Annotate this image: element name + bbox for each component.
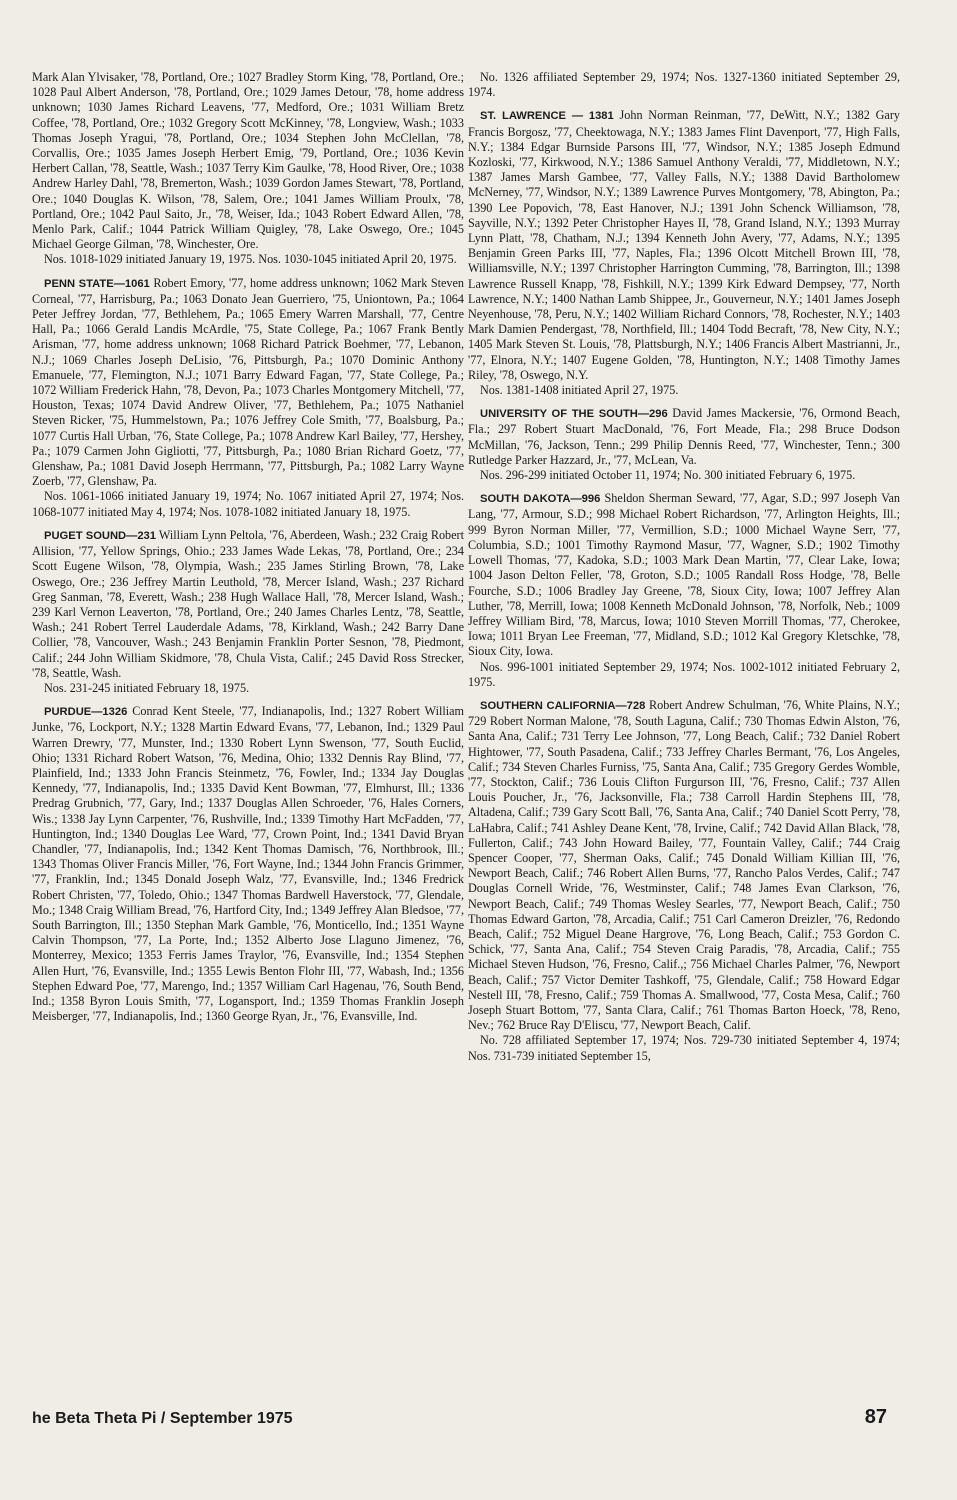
puget-sound-entries: William Lynn Peltola, '76, Aberdeen, Wash.; 232 Craig Robert Allision, '77, Yellow Springs, Ohio.; 233 James Wade Lekas, '78, Portland, Ore.; 234 Scott Eugene Wilson, '78, Olympia, Wash.; 235 James Stirling Brown, '78, Lake Oswego, Ore.; 236 Jeffrey Martin Leuthold, '78, Mercer Island, Wash.; 237 Richard Greg Sanman, '78, Everett, Wash.; 238 Hugh Wallace Hall, '78, Mercer Island, Wash.; 239 Karl Vernon Leaverton, '78, Portland, Ore.; 240 James Charles Lentz, '78, Seattle, Wash.; 241 Robert Terrel Lauderdale Adams, '78, Kirkland, Wash.; 242 Barry Dane Collier, '78, Vancouver, Wash.; 243 Benjamin Franklin Porter Sesnon, '78, Piedmont, Calif.; 244 John William Skidmore, '78, Chula Vista, Calif.; 245 David Ross Strecker, '78, Seattle, Wash. (32, 527, 464, 680)
st-lawrence-heading: ST. LAWRENCE — 1381 (480, 110, 614, 123)
penn-state-section (32, 276, 464, 490)
sewanee-heading: UNIVERSITY OF THE SOUTH—296 (480, 408, 668, 421)
south-dakota-section (468, 491, 900, 659)
puget-sound-section (32, 528, 464, 681)
southern-california-section (468, 698, 900, 1033)
southern-california-initiation-notes: No. 728 affiliated September 17, 1974; Nos. 729-730 initiated September 4, 1974; Nos. 731-739 initiated September 15, (468, 1033, 900, 1063)
st-lawrence-section (468, 108, 900, 383)
purdue-initiation-notes: No. 1326 affiliated September 29, 1974; Nos. 1327-1360 initiated September 29, 1974. (468, 70, 900, 100)
penn-state-heading: PENN STATE—1061 (44, 277, 150, 290)
st-lawrence-initiation-notes: Nos. 1381-1408 initiated April 27, 1975. (480, 383, 679, 398)
purdue-section (32, 704, 464, 1024)
left-column (32, 70, 464, 1024)
puget-sound-initiation-notes: Nos. 231-245 initiated February 18, 1975. (44, 680, 250, 695)
purdue-entries: Conrad Kent Steele, '77, Indianapolis, Ind.; 1327 Robert William Junke, '76, Lockport, N.Y.; 1328 Martin Edward Evans, '77, Lebanon, Ind.; 1329 Paul Warren Drewry, '77, Munster, Ind.; 1330 Robert Lynn Swenson, '77, South Euclid, Ohio; 1331 Richard Robert Watson, '76, Medina, Ohio; 1332 Dennis Ray Blind, '77, Plainfield, Ind.; 1333 John Francis Steinmetz, '76, Fowler, Ind.; 1334 Jay Douglas Kennedy, '77, Indianapolis, Ind.; 1335 David Kent Bowman, '77, Elmhurst, Ill.; 1336 Predrag Grubnich, '77, Gary, Ind.; 1337 Douglas Allen Schroeder, '76, Hales Corners, Wis.; 1338 Jay Lynn Carpenter, '76, Rushville, Ind.; 1339 Timothy Hart McFadden, '77, Huntington, Ind.; 1340 Douglas Lee Ward, '77, Crown Point, Ind.; 1341 David Bryan Chandler, '77, Indianapolis, Ind.; 1342 Kent Thomas Damisch, '76, Northbrook, Ill.; 1343 Thomas Oliver Francis Miller, '76, Fort Wayne, Ind.; 1344 John Francis Grimmer, '77, Franklin, Ind.; 1345 Donald Joseph Walz, '77, Evansville, Ind.; 1346 Fredrick Robert Christen, '77, Toledo, Ohio.; 1347 Thomas Bardwell Haverstock, '77, Glendale, Mo.; 1348 Craig William Bread, '76, Hartford City, Ind.; 1349 Jeffrey Alan Bledsoe, '77, South Barrington, Ill.; 1350 Stephan Mark Gamble, '76, Monticello, Ind.; 1351 Wayne Calvin Thompson, '77, La Porte, Ind.; 1352 Alberto Jose Llaguno Jimenez, '76, Monterrey, Mexico; 1353 Ferris James Traylor, '76, Evansville, Ind.; 1354 Stephen Allen Hurt, '76, Evansville, Ind.; 1355 Lewis Benton Flohr III, '77, Wabash, Ind.; 1356 Stephen Edward Poe, '77, Marengo, Ind.; 1357 William Carl Hagenau, '76, South Bend, Ind.; 1358 Byron Louis Smith, '77, Logansport, Ind.; 1359 Thomas Franklin Joseph Meisberger, '77, Indianapolis, Ind.; 1360 George Ryan, Jr., '76, Evansville, Ind. (32, 704, 464, 1024)
page-number: 87 (864, 1406, 887, 1428)
purdue-heading: PURDUE—1326 (44, 706, 128, 719)
south-dakota-heading: SOUTH DAKOTA—996 (480, 493, 601, 506)
sewanee-entries: David James Mackersie, '76, Ormond Beach, Fla.; 297 Robert Stuart MacDonald, '76, Fort Meade, Fla.; 298 Bruce Dodson McMillan, '76, Jackson, Tenn.; 299 Philip Dennis Reed, '77, Winchester, Tenn.; 300 Rutledge Parker Hazzard, Jr., '77, McLean, Va. (468, 406, 900, 467)
puget-sound-heading: PUGET SOUND—231 (44, 529, 156, 542)
right-column (468, 70, 900, 1066)
oregon-entries: Mark Alan Ylvisaker, '78, Portland, Ore.; 1027 Bradley Storm King, '78, Portland, Ore.; 1028 Paul Albert Anderson, '78, Portland, Ore.; 1029 James Detour, '78, home address unknown; 1030 James Richard Leavens, '77, Medford, Ore.; 1031 William Bretz Coffee, '78, Portland, Ore.; 1032 Gregory Scott McKinney, '78, Longview, Wash.; 1033 Thomas Joseph Yragui, '78, Portland, Ore.; 1034 Stephen John McClellan, '78, Corvallis, Ore.; 1035 James Joseph Herbert Emig, '79, Portland, Ore.; 1036 Kevin Herbert Callan, '78, Seattle, Wash.; 1037 Terry Kim Gaulke, '78, Hood River, Ore.; 1038 Andrew Harley Dahl, '78, Bremerton, Wash.; 1039 Gordon James Stewart, '78, Portland, Ore.; 1040 Douglas K. Wilson, '78, Salem, Ore.; 1041 James William Proulx, '78, Portland, Ore.; 1042 Paul Saito, Jr., '78, Weiser, Ida.; 1043 Robert Edward Allen, '78, Menlo Park, Calif.; 1044 Patrick William Quigley, '78, Lake Oswego, Ore.; 1045 Michael George Gilman, '78, Winchester, Ore. (32, 70, 464, 252)
st-lawrence-entries: John Norman Reinman, '77, DeWitt, N.Y.; 1382 Gary Francis Borgosz, '77, Cheektowaga, N.Y.; 1383 James Flint Davenport, '77, High Falls, N.Y.; 1384 Edgar Burnside Parsons III, '77, Windsor, N.Y.; 1385 Joseph Edmund Kozloski, '77, Kirkwood, N.Y.; 1386 Samuel Anthony Veraldi, '77, Middletown, N.Y.; 1387 James Marsh Gambee, '77, Valley Falls, N.Y.; 1388 David Bartholomew McNerney, '77, Windsor, N.Y.; 1389 Lawrence Purves Montgomery, '78, Abington, Pa.; 1390 Lee Popovich, '78, East Hanover, N.J.; 1391 John Schenck Williamson, '78, Sayville, N.Y.; 1392 Peter Christopher Hayes II, '78, Grand Island, N.Y.; 1393 Murray Lynn Platt, '78, Chatham, N.J.; 1394 Kenneth John Avery, '77, Adams, N.Y.; 1395 Benjamin Green Parks III, '77, Naples, Fla.; 1396 Olcott Mitchell Brown III, '78, Williamsville, N.Y.; 1397 Christopher Harrington Cumming, '78, Barrington, Ill.; 1398 Lawrence Russell Knapp, '78, Fishkill, N.Y.; 1399 Kirk Edward Dempsey, '77, North Lawrence, N.Y.; 1400 Nathan Lamb Shippee, Jr., Gouverneur, N.Y.; 1401 James Joseph Neyenhouse, '78, Peru, N.Y.; 1402 William Richard Connors, '78, Rochester, N.Y.; 1403 Mark Damien Pendergast, '78, Northfield, Ill.; 1404 Todd Becraft, '78, New City, N.Y.; 1405 Mark Steven St. Louis, '78, Plattsburgh, N.Y.; 1406 Francis Albert Mastrianni, Jr., '77, Elnora, N.Y.; 1407 Eugene Golden, '78, Huntington, N.Y.; 1408 Timothy James Riley, '78, Oswego, N.Y. (468, 108, 900, 382)
sewanee-section (468, 406, 900, 468)
penn-state-initiation-notes: Nos. 1061-1066 initiated January 19, 1974; No. 1067 initiated April 27, 1974; Nos. 1068-1077 initiated May 4, 1974; Nos. 1078-1082 initiated January 18, 1975. (32, 489, 464, 519)
south-dakota-initiation-notes: Nos. 996-1001 initiated September 29, 1974; Nos. 1002-1012 initiated February 2, 1975. (468, 659, 900, 689)
page-footer (0, 1402, 957, 1442)
southern-california-heading: SOUTHERN CALIFORNIA—728 (480, 699, 646, 712)
journal-title: he Beta Theta Pi / September 1975 (32, 1410, 293, 1427)
south-dakota-entries: Sheldon Sherman Seward, '77, Agar, S.D.; 997 Joseph Van Lang, '77, Armour, S.D.; 998 Michael Robert Richardson, '77, Arlington Heights, Ill.; 999 Byron Norman Miller, '77, Vermillion, S.D.; 1000 Michael Wayne Serr, '77, Columbia, S.D.; 1001 Timothy Raymond Masur, '77, Wagner, S.D.; 1902 Timothy Lowell Thomas, '77, Kadoka, S.D.; 1003 Mark Dean Martin, '77, Clear Lake, Iowa; 1004 Jason Delton Feller, '78, Groton, S.D.; 1005 Randall Ross Hodge, '78, Belle Fourche, S.D.; 1006 Bradley Jay Greene, '78, Sioux City, Iowa; 1007 Jeffrey Alan Luther, '78, Merrill, Iowa; 1008 Kenneth McDonald Johnson, '78, Norfolk, Neb.; 1009 Jeffrey William Bird, '78, Marcus, Iowa; 1010 Steven Morrill Thomas, '77, Cherokee, Iowa; 1011 Bryan Lee Freeman, '77, Midland, S.D.; 1012 Kal Gregory Kletschke, '78, Sioux City, Iowa. (468, 491, 901, 659)
penn-state-entries: Robert Emory, '77, home address unknown; 1062 Mark Steven Corneal, '77, Harrisburg, Pa.; 1063 Donato Jean Guerriero, '75, Uniontown, Pa.; 1064 Peter Jeffrey Jordan, '77, Bethlehem, Pa.; 1065 Emery Warren Marshall, '77, Centre Hall, Pa.; 1066 Gerald Landis McArdle, '75, State College, Pa.; 1067 Frank Bently Arisman, '77, home address unknown; 1068 Richard Patrick Boehmer, '77, Lebanon, N.J.; 1069 Charles Joseph DeLisio, '76, Pittsburgh, Pa.; 1070 Dominic Anthony Emanuele, '77, Flemington, N.J.; 1071 Barry Edward Fagan, '77, State College, Pa.; 1072 William Frederick Hahn, '78, Devon, Pa.; 1073 Charles Montgomery Mitchell, '77, Houston, Texas; 1074 David Andrew Oliver, '77, Bethlehem, Pa.; 1075 Nathaniel Steven Ricker, '75, Hummelstown, Pa.; 1076 Jeffrey Cole Smith, '77, Boalsburg, Pa.; 1077 Curtis Hall Urban, '76, State College, Pa.; 1078 Andrew Karl Bailey, '77, Hershey, Pa.; 1079 Carmen John Gigliotti, '77, Pittsburgh, Pa.; 1080 Brian Richard Goetz, '77, Glenshaw, Pa.; 1081 David Joseph Herrmann, '77, Pittsburgh, Pa.; 1082 Larry Wayne Zoerb, '77, Glenshaw, Pa. (32, 275, 465, 489)
oregon-initiation-notes: Nos. 1018-1029 initiated January 19, 1975. Nos. 1030-1045 initiated April 20, 1975. (44, 252, 457, 267)
sewanee-initiation-notes: Nos. 296-299 initiated October 11, 1974; No. 300 initiated February 6, 1975. (480, 468, 856, 483)
southern-california-entries: Robert Andrew Schulman, '76, White Plains, N.Y.; 729 Robert Norman Malone, '78, South Laguna, Calif.; 730 Thomas Edwin Alston, '76, Santa Ana, Calif.; 731 Terry Lee Johnson, '77, Long Beach, Calif.; 732 Daniel Robert Hightower, '77, South Pasadena, Calif.; 733 Jeffrey Charles Bermant, '76, Los Angeles, Calif.; 734 Steven Charles Furniss, '75, Santa Ana, Calif.; 735 Gregory Gerdes Womble, '77, Stockton, Calif.; 736 Louis Clifton Furgurson III, '76, Fresno, Calif.; 737 Allen Louis Poucher, Jr., '76, Jacksonville, Fla.; 738 Carroll Hardin Stephens III, '78, Altadena, Calif.; 739 Gary Scott Ball, '76, Santa Ana, Calif.; 740 Daniel Scott Perry, '78, LaHabra, Calif.; 741 Ashley Deane Kent, '78, Irvine, Calif.; 742 David Allan Black, '78, Fullerton, Calif.; 743 John Howard Bailey, '77, Fountain Valley, Calif.; 744 Craig Spencer Cooper, '77, Sherman Oaks, Calif.; 745 Donald William Killian III, '76, Newport Beach, Calif.; 746 Robert Allen Burns, '77, Rancho Palos Verdes, Calif.; 747 Douglas Cornell Wride, '76, Westminster, Calif.; 748 James Evan Clarkson, '76, Newport Beach, Calif.; 749 Thomas Wesley Searles, '77, Newport Beach, Calif.; 750 Thomas Edward Garton, '78, Arcadia, Calif.; 751 Carl Cameron Dreizler, '76, Redondo Beach, Calif.; 752 Miguel Deane Hargrove, '76, Long Beach, Calif.; 753 Gordon C. Schick, '77, Santa Ana, Calif.; 754 Steven Craig Paradis, '78, Arcadia, Calif.; 755 Michael Steven Hudson, '76, Fresno, Calif.,; 756 Michael Charles Palmer, '76, Newport Beach, Calif.; 757 Victor Demiter Tashkoff, '75, Glendale, Calif.; 758 Howard Edgar Nestell III, '78, Fresno, Calif.; 759 Thomas A. Smallwood, '77, Costa Mesa, Calif.; 760 Joseph Stuart Bottom, '77, Santa Clara, Calif.; 761 Thomas Barton Hoeck, '78, Reno, Nev.; 762 Bruce Ray D'Eliscu, '77, Newport Beach, Calif. (468, 697, 901, 1033)
